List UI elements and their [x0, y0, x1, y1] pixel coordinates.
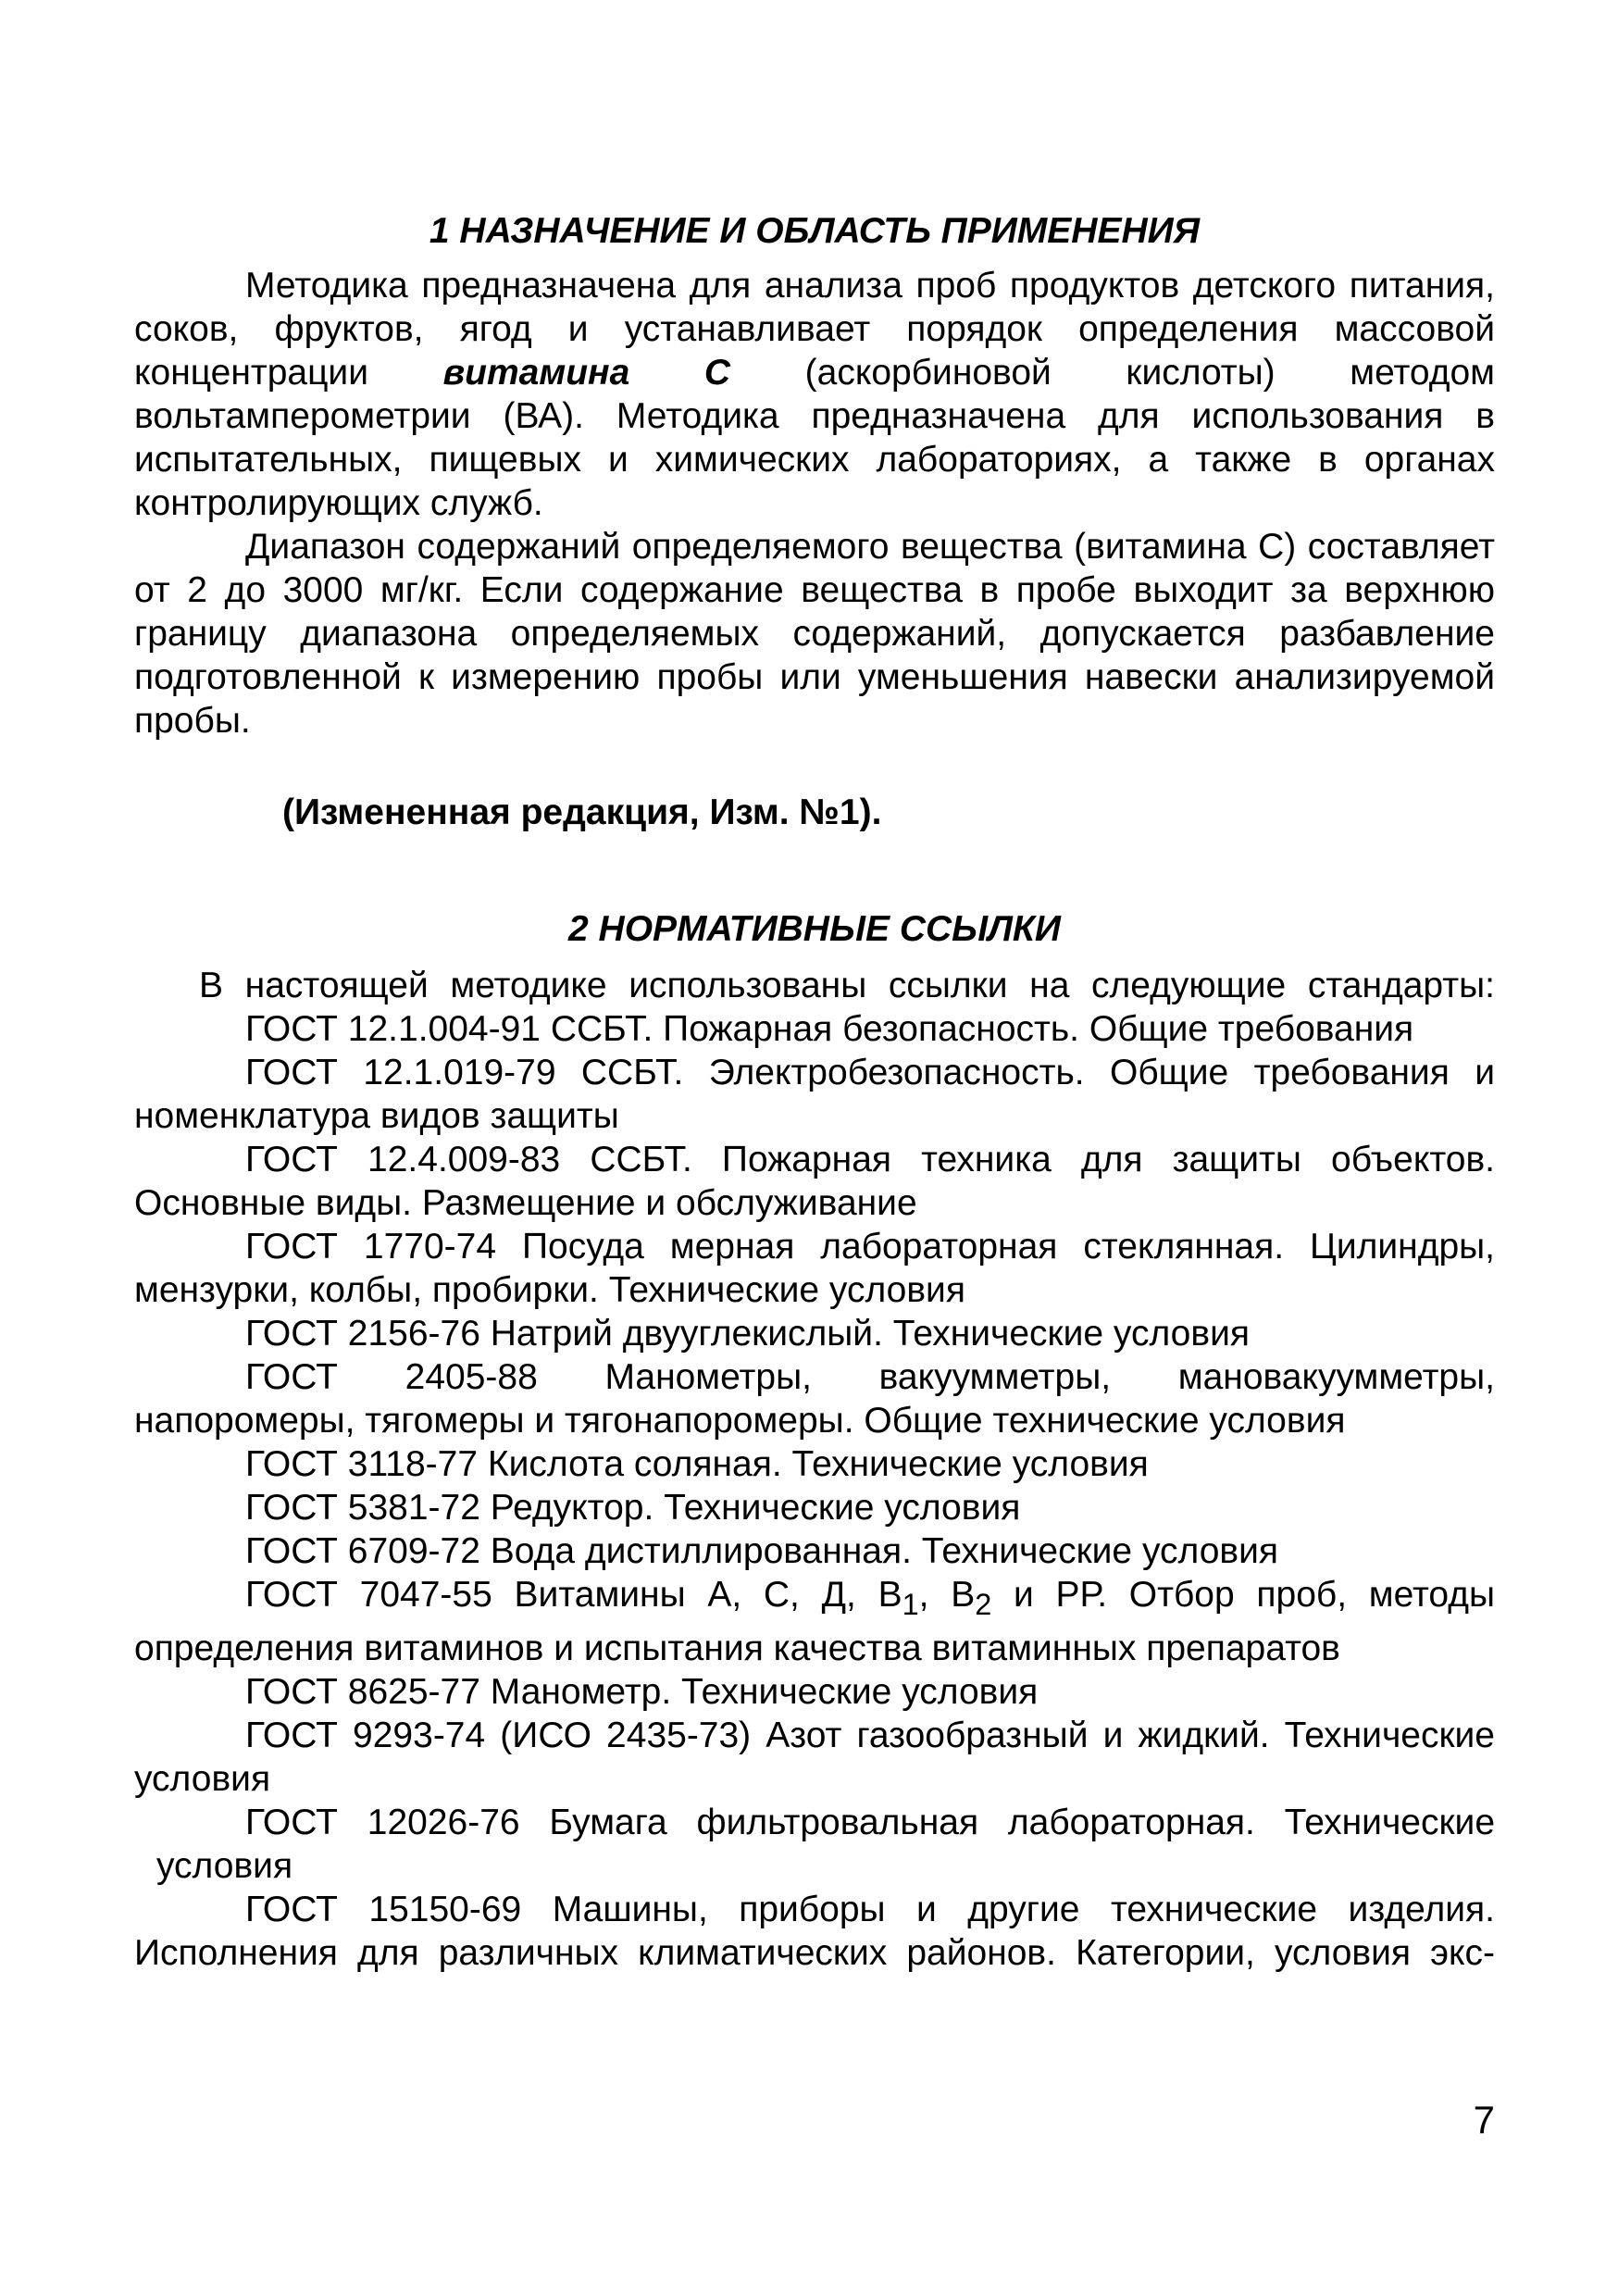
standard-title: Манометр. Технические условия [490, 1671, 1039, 1712]
standard-title: ССБТ. Электробезопасность. Общие требования и номенклатура видов защиты [134, 1053, 1495, 1136]
standard-title-middle: , В [918, 1575, 976, 1615]
standard-code: ГОСТ 12.4.009-83 [245, 1140, 561, 1179]
section-1-paragraph-2: Диапазон содержаний определяемого вещества (витамина С) составляет от 2 до 3000 мг/кг. Если содержание вещества в пробе выходит за верхнюю границу диапазона определяемых содержаний, допускается разбавление подготовленной к измерению пробы или уменьшения навески анализируемой пробы. [134, 527, 1495, 741]
standard-title-end: и РР. Отбор проб, методы определения витаминов и испытания качества витаминных препаратов [134, 1575, 1496, 1668]
references-intro: В настоящей методике использованы ссылки на следующие стандарты: [199, 966, 1495, 1005]
standard-reference [134, 1529, 1495, 1573]
paragraph-1-text-start: Методика предназначена для анализа проб продуктов детского питания, соков, фруктов, ягод и устанавливает порядок определения массовой концентрации [134, 266, 1495, 393]
standard-code: ГОСТ 2405-88 [245, 1357, 538, 1397]
standard-reference [134, 1225, 1495, 1312]
document-page [134, 208, 1495, 1975]
standard-code: ГОСТ 8625-77 [245, 1671, 480, 1712]
standard-reference [134, 1888, 1495, 1975]
standard-code: ГОСТ 5381-72 [245, 1488, 480, 1528]
standard-title: Посуда мерная лабораторная стеклянная. Цилиндры, мензурки, колбы, пробирки. Технические условия [134, 1227, 1496, 1310]
standard-reference [134, 1670, 1495, 1714]
vitamin-c-emphasis: витамина С [442, 353, 731, 393]
standard-code: ГОСТ 1770-74 [245, 1227, 497, 1267]
section-1-title: 1 НАЗНАЧЕНИЕ И ОБЛАСТЬ ПРИМЕНЕНИЯ [429, 211, 1201, 251]
standard-code: ГОСТ 12.1.004-91 [245, 1009, 541, 1049]
standard-reference [134, 1486, 1495, 1529]
standard-title-start: Витамины А, С, Д, В [514, 1575, 902, 1615]
standard-title: Натрий двууглекислый. Технические условия [490, 1314, 1250, 1354]
standard-title: Вода дистиллированная. Технические условия [490, 1531, 1279, 1571]
standard-title: Машины, приборы и другие технические изделия. Исполнения для различных климатических районов. Категории, условия экс- [134, 1889, 1495, 1973]
standard-reference [134, 1007, 1495, 1051]
paragraph-1-text-end: (аскорбиновой кислоты) методом вольтамперометрии (ВА). Методика предназначена для использования в испытательных, пищевых и химических лабораториях, а также в органах контролирующих служб. [134, 353, 1495, 523]
standard-code: ГОСТ 15150-69 [245, 1889, 522, 1929]
standard-title: (ИСО 2435-73) Азот газообразный и жидкий. Технические условия [134, 1715, 1495, 1799]
subscript: 2 [975, 1587, 992, 1621]
standard-title-continuation: условия [156, 1845, 293, 1886]
section-1-paragraph-1 [134, 264, 1495, 525]
subscript: 1 [902, 1587, 919, 1621]
amendment-note: (Измененная редакция, Изм. №1). [282, 792, 882, 832]
page-number: 7 [1473, 2098, 1495, 2141]
section-2-title: 2 НОРМАТИВНЫЕ ССЫЛКИ [568, 909, 1061, 949]
standard-reference [134, 1355, 1495, 1442]
standard-code: ГОСТ 2156-76 [245, 1314, 480, 1354]
standard-code: ГОСТ 3118-77 [245, 1444, 479, 1484]
standard-reference [134, 1442, 1495, 1486]
standard-reference [134, 1714, 1495, 1801]
standard-reference [134, 1138, 1495, 1225]
standard-reference [134, 1573, 1495, 1670]
standard-title: ССБТ. Пожарная техника для защиты объектов. Основные виды. Размещение и обслуживание [134, 1140, 1495, 1223]
standard-code: ГОСТ 6709-72 [245, 1531, 480, 1571]
standard-title: ССБТ. Пожарная безопасность. Общие требования [550, 1009, 1414, 1049]
standard-code: ГОСТ 7047-55 [245, 1575, 492, 1615]
standard-title: Бумага фильтровальная лабораторная. Технические [549, 1802, 1496, 1842]
standard-code: ГОСТ 9293-74 [245, 1715, 486, 1755]
standard-code: ГОСТ 12026-76 [245, 1802, 520, 1842]
standard-title: Кислота соляная. Технические условия [487, 1444, 1149, 1484]
standard-title: Манометры, вакуумметры, мановакуумметры, напоромеры, тягомеры и тягонапоромеры. Общие технические условия [134, 1357, 1495, 1441]
standard-code: ГОСТ 12.1.019-79 [245, 1053, 556, 1092]
standard-reference [134, 1801, 1495, 1844]
standard-reference [134, 1051, 1495, 1138]
standard-title: Редуктор. Технические условия [490, 1488, 1021, 1528]
standard-reference [134, 1312, 1495, 1355]
